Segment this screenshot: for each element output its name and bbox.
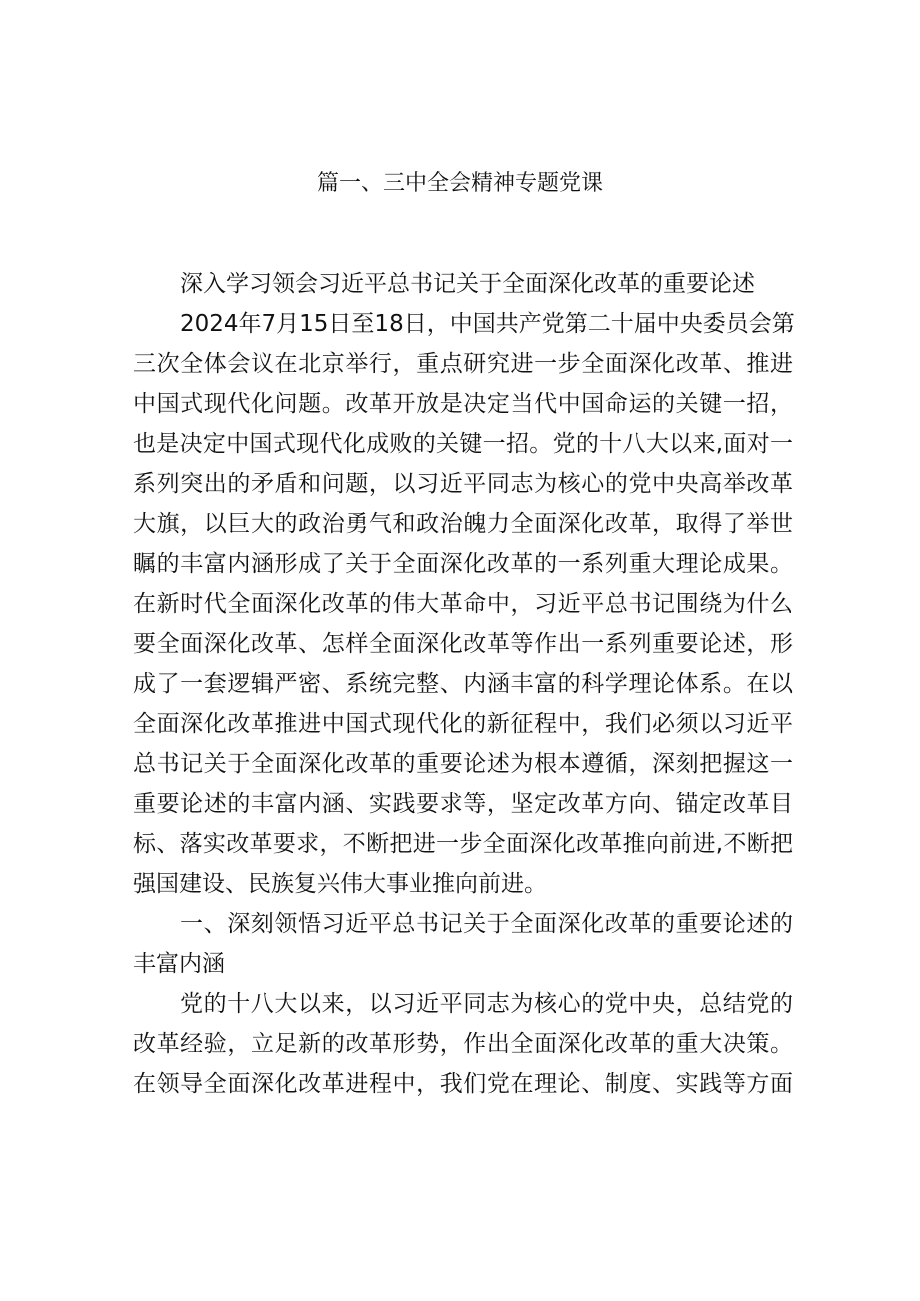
paragraph-line: 标、落实改革要求，不断把进一步全面深化改革推向前进,不断把 — [133, 831, 793, 857]
paragraph-line: 在新时代全面深化改革的伟大革命中，习近平总书记围绕为什么 — [133, 591, 793, 617]
document-body — [133, 264, 793, 1104]
paragraph-line: 瞩的丰富内涵形成了关于全面深化改革的一系列重大理论成果。 — [133, 551, 793, 577]
paragraph-line: 也是决定中国式现代化成败的关键一招。党的十八大以来,面对一 — [133, 431, 793, 457]
paragraph-line: 2024年7月15日至18日，中国共产党第二十届中央委员会第 — [180, 311, 795, 337]
section-heading: 丰富内涵 — [133, 951, 225, 977]
paragraph-line: 要全面深化改革、怎样全面深化改革等作出一系列重要论述，形 — [133, 631, 793, 657]
paragraph-line: 全面深化改革推进中国式现代化的新征程中，我们必须以习近平 — [133, 711, 793, 737]
paragraph-line: 改革经验，立足新的改革形势，作出全面深化改革的重大决策。 — [133, 1031, 793, 1057]
paragraph-line: 党的十八大以来，以习近平同志为核心的党中央，总结党的 — [180, 991, 793, 1017]
paragraph-line: 三次全体会议在北京举行，重点研究进一步全面深化改革、推进 — [133, 351, 793, 377]
paragraph-line: 大旗，以巨大的政治勇气和政治魄力全面深化改革，取得了举世 — [133, 511, 793, 537]
paragraph-line: 总书记关于全面深化改革的重要论述为根本遵循，深刻把握这一 — [133, 751, 793, 777]
paragraph-line: 成了一套逻辑严密、系统完整、内涵丰富的科学理论体系。在以 — [133, 671, 793, 697]
document-title: 篇一、三中全会精神专题党课 — [316, 171, 603, 196]
paragraph-line: 中国式现代化问题。改革开放是决定当代中国命运的关键一招， — [133, 391, 793, 417]
paragraph-line: 强国建设、民族复兴伟大事业推向前进。 — [133, 871, 547, 897]
section-subtitle: 深入学习领会习近平总书记关于全面深化改革的重要论述 — [180, 271, 755, 297]
paragraph-line: 重要论述的丰富内涵、实践要求等，坚定改革方向、锚定改革目 — [133, 791, 793, 817]
paragraph-line: 系列突出的矛盾和问题，以习近平同志为核心的党中央高举改革 — [133, 471, 793, 497]
paragraph-line: 在领导全面深化改革进程中，我们党在理论、制度、实践等方面 — [133, 1071, 793, 1097]
section-heading: 一、深刻领悟习近平总书记关于全面深化改革的重要论述的 — [180, 911, 793, 937]
